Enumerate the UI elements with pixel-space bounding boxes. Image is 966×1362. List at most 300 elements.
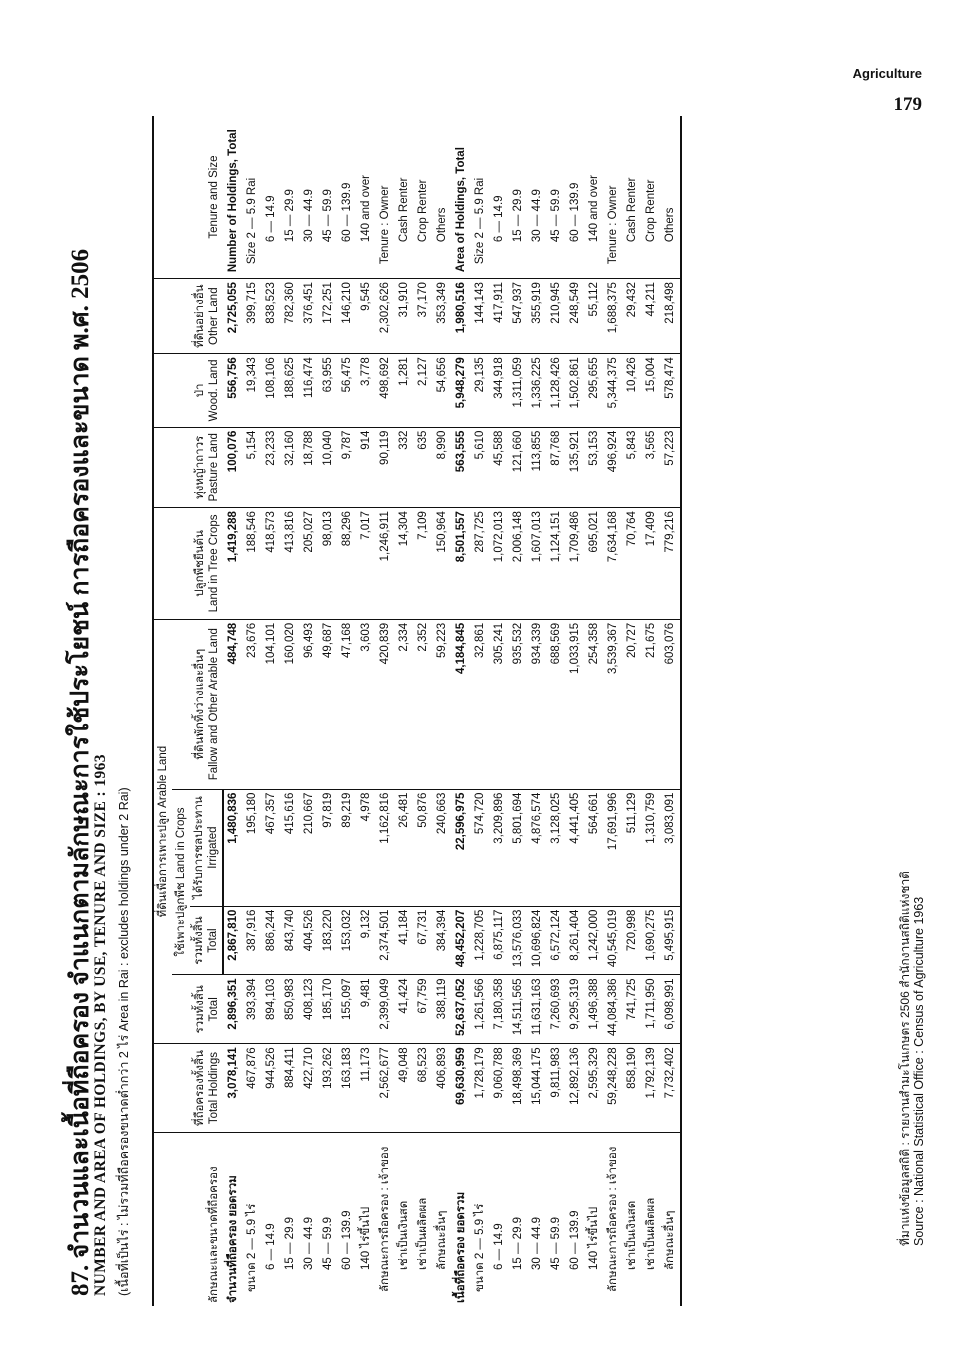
header-fallow: ที่ดินพักทิ้งว่างและอื่นๆ Fallow and Other Arable Land	[172, 619, 223, 789]
table-cell: 135,921	[566, 427, 585, 507]
table-cell: 843,740	[281, 906, 300, 975]
row-label-thai: ลักษณะอื่นๆ	[436, 1210, 448, 1270]
table-cell: 720,998	[623, 906, 642, 975]
table-cell: 68,523	[414, 1044, 433, 1132]
row-label-thai: 30 — 44.9	[531, 1216, 543, 1270]
table-cell: 63,955	[319, 354, 338, 427]
table-cell: 52,637,052	[452, 975, 471, 1044]
table-row	[604, 116, 623, 1306]
table-cell: 547,937	[509, 279, 528, 354]
table-row	[376, 116, 395, 1306]
table-cell: 12,892,136	[566, 1044, 585, 1132]
table-cell: 6,098,991	[661, 975, 681, 1044]
table-cell: 8,261,404	[566, 906, 585, 975]
table-row	[661, 116, 681, 1306]
table-cell: 3,209,896	[490, 789, 509, 906]
table-cell: 387,916	[243, 906, 262, 975]
header-tenure-size: Tenure and Size	[153, 116, 223, 279]
table-row	[433, 116, 452, 1306]
table-cell: 14,304	[395, 508, 414, 620]
table-cell: 195,180	[243, 789, 262, 906]
table-cell: 563,555	[452, 427, 471, 507]
row-label-thai: 6 — 14.9	[265, 1223, 277, 1270]
table-cell: 56,475	[338, 354, 357, 427]
header-arable-group: ที่ดินเพื่อการเพาะปลูก Arable Land	[153, 619, 172, 1044]
row-label-english: Cash Renter	[623, 116, 642, 279]
table-cell: 408,123	[300, 975, 319, 1044]
table-cell: 8,990	[433, 427, 452, 507]
table-cell: 146,210	[338, 279, 357, 354]
table-cell: 3,565	[642, 427, 661, 507]
row-label-english: Size 2 — 5.9 Rai	[243, 116, 262, 279]
table-cell: 1,496,388	[585, 975, 604, 1044]
table-cell: 69,630,959	[452, 1044, 471, 1132]
row-label-thai: ลักษณะการถือครอง : เจ้าของ	[379, 1146, 391, 1292]
table-cell: 406,893	[433, 1044, 452, 1132]
holdings-table	[152, 116, 682, 1306]
table-cell: 1,607,013	[528, 508, 547, 620]
table-cell: 384,394	[433, 906, 452, 975]
row-label-thai: 140 ไร่ขึ้นไป	[588, 1206, 600, 1270]
header-tree-crops: ปลูกพืชยืนต้น Land in Tree Crops	[153, 508, 223, 620]
table-cell: 688,569	[547, 619, 566, 789]
table-cell: 10,696,824	[528, 906, 547, 975]
table-cell: 858,190	[623, 1044, 642, 1132]
table-cell: 90,119	[376, 427, 395, 507]
table-cell: 210,667	[300, 789, 319, 906]
table-cell: 88,296	[338, 508, 357, 620]
row-label-english: 30 — 44.9	[528, 116, 547, 279]
source-thai: ที่มาแห่งข้อมูลสถิติ : รายงานสำมะโนเกษตร 2506 สำนักงานสถิติแห่งชาติ	[898, 871, 912, 1246]
table-cell: 108,106	[262, 354, 281, 427]
header-total: รวมทั้งสิ้น Total	[172, 975, 223, 1044]
table-cell: 1,728,179	[471, 1044, 490, 1132]
table-cell: 9,545	[357, 279, 376, 354]
row-label-english: Others	[661, 116, 681, 279]
table-cell: 1,033,915	[566, 619, 585, 789]
table-cell: 254,358	[585, 619, 604, 789]
table-cell: 1,124,151	[547, 508, 566, 620]
table-cell: 9,811,983	[547, 1044, 566, 1132]
table-cell: 884,411	[281, 1044, 300, 1132]
table-cell: 3,603	[357, 619, 376, 789]
table-cell: 498,692	[376, 354, 395, 427]
table-cell: 511,129	[623, 789, 642, 906]
table-cell: 44,084,386	[604, 975, 623, 1044]
table-cell: 1,162,816	[376, 789, 395, 906]
table-cell: 172,251	[319, 279, 338, 354]
table-cell: 13,576,033	[509, 906, 528, 975]
table-cell: 418,573	[262, 508, 281, 620]
row-label-thai: 45 — 59.9	[550, 1216, 562, 1270]
table-row	[528, 116, 547, 1306]
table-cell: 11,173	[357, 1044, 376, 1132]
header-pasture: ทุ่งหญ้าถาวร Pasture Land	[153, 427, 223, 507]
table-title-thai: 87. จำนวนและเนื้อที่ถือครอง จำแนกตามลักษณะการใช้ประโยชน์ การถือครองและขนาด พ.ศ. 2506	[67, 248, 94, 1296]
table-cell: 1,246,911	[376, 508, 395, 620]
rotated-table-page	[60, 56, 940, 1306]
row-label-english: 60 — 139.9	[566, 116, 585, 279]
table-cell: 45,588	[490, 427, 509, 507]
table-row	[642, 116, 661, 1306]
table-cell: 11,631,163	[528, 975, 547, 1044]
table-cell: 49,048	[395, 1044, 414, 1132]
row-label-english: 15 — 29.9	[509, 116, 528, 279]
table-cell: 205,027	[300, 508, 319, 620]
table-cell: 5,948,279	[452, 354, 471, 427]
row-label-thai: เช่าเป็นผลิตผล	[417, 1197, 429, 1270]
table-row	[566, 116, 585, 1306]
table-cell: 44,211	[642, 279, 661, 354]
table-cell: 782,360	[281, 279, 300, 354]
table-cell: 467,357	[262, 789, 281, 906]
table-row	[300, 116, 319, 1306]
row-label-thai: 15 — 29.9	[512, 1216, 524, 1270]
table-cell: 741,725	[623, 975, 642, 1044]
table-cell: 420,839	[376, 619, 395, 789]
table-cell: 413,816	[281, 508, 300, 620]
table-row	[395, 116, 414, 1306]
table-cell: 332	[395, 427, 414, 507]
table-cell: 1,336,225	[528, 354, 547, 427]
table-cell: 67,759	[414, 975, 433, 1044]
table-cell: 1,980,516	[452, 279, 471, 354]
table-cell: 17,409	[642, 508, 661, 620]
row-label-english: 15 — 29.9	[281, 116, 300, 279]
table-cell: 1,242,000	[585, 906, 604, 975]
table-row	[338, 116, 357, 1306]
table-cell: 287,725	[471, 508, 490, 620]
table-cell: 18,788	[300, 427, 319, 507]
table-cell: 40,545,019	[604, 906, 623, 975]
row-label-english: Size 2 — 5.9 Rai	[471, 116, 490, 279]
table-cell: 914	[357, 427, 376, 507]
row-label-english: Cash Renter	[395, 116, 414, 279]
table-cell: 20,727	[623, 619, 642, 789]
table-cell: 49,687	[319, 619, 338, 789]
table-cell: 7,732,402	[661, 1044, 681, 1132]
table-cell: 41,184	[395, 906, 414, 975]
table-cell: 1,688,375	[604, 279, 623, 354]
table-cell: 1,709,486	[566, 508, 585, 620]
table-cell: 1,502,861	[566, 354, 585, 427]
table-cell: 96,493	[300, 619, 319, 789]
table-cell: 19,343	[243, 354, 262, 427]
source-english: Source : National Statistical Office : Census of Agriculture 1963	[912, 896, 926, 1246]
table-cell: 10,426	[623, 354, 642, 427]
table-cell: 21,675	[642, 619, 661, 789]
table-cell: 4,978	[357, 789, 376, 906]
table-cell: 7,634,168	[604, 508, 623, 620]
table-cell: 1,419,288	[223, 508, 243, 620]
table-cell: 15,044,175	[528, 1044, 547, 1132]
table-cell: 29,135	[471, 354, 490, 427]
row-label-english: 30 — 44.9	[300, 116, 319, 279]
row-label-english: 60 — 139.9	[338, 116, 357, 279]
table-cell: 57,223	[661, 427, 681, 507]
table-cell: 32,861	[471, 619, 490, 789]
table-cell: 376,451	[300, 279, 319, 354]
table-cell: 98,013	[319, 508, 338, 620]
table-cell: 26,481	[395, 789, 414, 906]
table-cell: 393,394	[243, 975, 262, 1044]
table-cell: 5,801,694	[509, 789, 528, 906]
table-row	[243, 116, 262, 1306]
table-row	[547, 116, 566, 1306]
table-row	[471, 116, 490, 1306]
table-cell: 248,549	[566, 279, 585, 354]
row-label-english: 45 — 59.9	[547, 116, 566, 279]
table-cell: 188,625	[281, 354, 300, 427]
row-label-thai: ลักษณะอื่นๆ	[661, 1132, 681, 1306]
header-irrigated: ได้รับการชลประทาน Irrigated	[190, 789, 223, 906]
table-cell: 603,076	[661, 619, 681, 789]
table-row	[452, 116, 471, 1306]
table-cell: 144,143	[471, 279, 490, 354]
table-cell: 9,060,788	[490, 1044, 509, 1132]
table-cell: 100,076	[223, 427, 243, 507]
table-cell: 50,876	[414, 789, 433, 906]
header-wood: ป่า Wood. Land	[153, 354, 223, 427]
row-label-english: Tenure : Owner	[376, 116, 395, 279]
table-cell: 556,756	[223, 354, 243, 427]
table-cell: 218,498	[661, 279, 681, 354]
table-cell: 2,334	[395, 619, 414, 789]
table-cell: 2,352	[414, 619, 433, 789]
table-cell: 210,945	[547, 279, 566, 354]
table-cell: 399,715	[243, 279, 262, 354]
row-label-thai: 15 — 29.9	[284, 1216, 296, 1270]
table-cell: 67,731	[414, 906, 433, 975]
table-cell: 155,097	[338, 975, 357, 1044]
table-cell: 113,855	[528, 427, 547, 507]
table-cell: 894,103	[262, 975, 281, 1044]
table-cell: 295,655	[585, 354, 604, 427]
table-cell: 4,184,845	[452, 619, 471, 789]
table-cell: 97,819	[319, 789, 338, 906]
table-cell: 635	[414, 427, 433, 507]
row-label-english: Crop Renter	[642, 116, 661, 279]
table-cell: 2,006,148	[509, 508, 528, 620]
table-cell: 55,112	[585, 279, 604, 354]
table-row	[262, 116, 281, 1306]
table-cell: 121,660	[509, 427, 528, 507]
table-cell: 5,495,915	[661, 906, 681, 975]
table-cell: 1,228,705	[471, 906, 490, 975]
header-total-holdings: ที่ถือครองทั้งสิ้น Total Holdings	[153, 1044, 223, 1132]
table-cell: 467,876	[243, 1044, 262, 1132]
table-cell: 87,768	[547, 427, 566, 507]
table-cell: 484,748	[223, 619, 243, 789]
table-cell: 422,710	[300, 1044, 319, 1132]
table-cell: 3,128,025	[547, 789, 566, 906]
table-cell: 48,452,207	[452, 906, 471, 975]
table-cell: 3,078,141	[223, 1044, 243, 1132]
table-cell: 934,339	[528, 619, 547, 789]
table-cell: 496,924	[604, 427, 623, 507]
table-cell: 5,154	[243, 427, 262, 507]
table-cell: 54,656	[433, 354, 452, 427]
table-row	[509, 116, 528, 1306]
table-cell: 404,526	[300, 906, 319, 975]
table-cell: 9,295,319	[566, 975, 585, 1044]
table-row	[319, 116, 338, 1306]
header-crops-total: รวมทั้งสิ้น Total	[190, 906, 223, 975]
table-cell: 2,562,677	[376, 1044, 395, 1132]
row-label-english: Number of Holdings, Total	[223, 116, 243, 279]
row-label-english: Area of Holdings, Total	[452, 116, 471, 279]
table-row	[585, 116, 604, 1306]
table-cell: 944,526	[262, 1044, 281, 1132]
table-cell: 41,424	[395, 975, 414, 1044]
table-cell: 6,572,124	[547, 906, 566, 975]
table-body	[223, 116, 681, 1306]
table-cell: 153,032	[338, 906, 357, 975]
table-cell: 574,720	[471, 789, 490, 906]
row-label-thai: เช่าเป็นเงินสด	[626, 1200, 638, 1270]
row-label-thai: 6 — 14.9	[493, 1223, 505, 1270]
row-label-english: 45 — 59.9	[319, 116, 338, 279]
table-cell: 1,072,013	[490, 508, 509, 620]
table-cell: 7,017	[357, 508, 376, 620]
table-cell: 1,310,759	[642, 789, 661, 906]
table-cell: 344,918	[490, 354, 509, 427]
table-cell: 1,281	[395, 354, 414, 427]
table-cell: 305,241	[490, 619, 509, 789]
row-label-english: 6 — 14.9	[262, 116, 281, 279]
header-label-th: ลักษณะและขนาดที่ถือครอง	[153, 1132, 223, 1306]
table-row	[623, 116, 642, 1306]
table-cell: 29,432	[623, 279, 642, 354]
table-cell: 7,180,358	[490, 975, 509, 1044]
table-row	[490, 116, 509, 1306]
table-cell: 160,020	[281, 619, 300, 789]
header-other-land: ที่ดินอย่างอื่น Other Land	[153, 279, 223, 354]
table-row	[223, 116, 243, 1306]
row-label-thai: จำนวนที่ถือครอง ยอดรวม	[226, 1175, 239, 1303]
table-cell: 353,349	[433, 279, 452, 354]
table-cell: 886,244	[262, 906, 281, 975]
table-cell: 4,876,574	[528, 789, 547, 906]
table-cell: 1,711,950	[642, 975, 661, 1044]
table-cell: 8,501,557	[452, 508, 471, 620]
table-cell: 1,690,275	[642, 906, 661, 975]
table-cell: 1,261,566	[471, 975, 490, 1044]
table-cell: 2,595,329	[585, 1044, 604, 1132]
table-cell: 2,127	[414, 354, 433, 427]
table-cell: 2,725,055	[223, 279, 243, 354]
table-cell: 3,083,091	[661, 789, 681, 906]
row-label-thai: ลักษณะการถือครอง : เจ้าของ	[607, 1146, 619, 1292]
table-cell: 3,539,367	[604, 619, 623, 789]
table-cell: 240,663	[433, 789, 452, 906]
table-cell: 163,183	[338, 1044, 357, 1132]
table-cell: 18,498,369	[509, 1044, 528, 1132]
row-label-english: 140 and over	[357, 116, 376, 279]
row-label-thai: 30 — 44.9	[303, 1216, 315, 1270]
table-cell: 1,480,836	[223, 789, 243, 906]
table-cell: 183,220	[319, 906, 338, 975]
table-cell: 388,119	[433, 975, 452, 1044]
table-title-english: NUMBER AND AREA OF HOLDINGS, BY USE, TENURE AND SIZE : 1963	[92, 754, 109, 1296]
row-label-thai: เช่าเป็นเงินสด	[398, 1200, 410, 1270]
table-cell: 17,691,996	[604, 789, 623, 906]
table-cell: 185,170	[319, 975, 338, 1044]
table-cell: 47,168	[338, 619, 357, 789]
table-cell: 59,223	[433, 619, 452, 789]
table-cell: 23,676	[243, 619, 262, 789]
row-label-thai: 140 ไร่ขึ้นไป	[360, 1206, 372, 1270]
table-cell: 31,910	[395, 279, 414, 354]
table-row	[281, 116, 300, 1306]
table-cell: 59,248,228	[604, 1044, 623, 1132]
row-label-thai: 60 — 139.9	[569, 1210, 581, 1270]
table-cell: 935,532	[509, 619, 528, 789]
table-cell: 116,474	[300, 354, 319, 427]
table-cell: 2,302,626	[376, 279, 395, 354]
row-label-thai: ขนาด 2 — 5.9 ไร่	[246, 1203, 258, 1292]
section-header: Agriculture	[852, 66, 922, 81]
table-cell: 695,021	[585, 508, 604, 620]
table-cell: 578,474	[661, 354, 681, 427]
table-cell: 5,344,375	[604, 354, 623, 427]
table-cell: 850,983	[281, 975, 300, 1044]
table-cell: 9,787	[338, 427, 357, 507]
table-cell: 2,867,810	[223, 906, 243, 975]
header-land-in-crops: ใช้เพาะปลูกพืช Land in Crops	[172, 789, 190, 975]
table-cell: 23,233	[262, 427, 281, 507]
table-cell: 3,778	[357, 354, 376, 427]
row-label-english: 140 and over	[585, 116, 604, 279]
table-row	[414, 116, 433, 1306]
table-cell: 70,764	[623, 508, 642, 620]
table-cell: 32,160	[281, 427, 300, 507]
row-label-english: Crop Renter	[414, 116, 433, 279]
row-label-thai: 60 — 139.9	[341, 1210, 353, 1270]
table-cell: 417,911	[490, 279, 509, 354]
table-cell: 415,616	[281, 789, 300, 906]
row-label-thai: เช่าเป็นผลิตผล	[645, 1197, 657, 1270]
table-cell: 1,311,059	[509, 354, 528, 427]
table-cell: 838,523	[262, 279, 281, 354]
row-label-thai: 45 — 59.9	[322, 1216, 334, 1270]
table-cell: 14,511,565	[509, 975, 528, 1044]
table-cell: 355,919	[528, 279, 547, 354]
table-subtitle: (เนื้อที่เป็นไร่ : ไม่รวมที่ถือครองขนาดต่ำกว่า 2 ไร่ Area in Rai : excludes holdings under 2 Rai)	[117, 787, 131, 1296]
table-cell: 10,040	[319, 427, 338, 507]
table-cell: 9,481	[357, 975, 376, 1044]
table-cell: 2,896,351	[223, 975, 243, 1044]
row-label-english: Tenure : Owner	[604, 116, 623, 279]
table-cell: 2,374,501	[376, 906, 395, 975]
table-cell: 7,260,693	[547, 975, 566, 1044]
page-number: 179	[893, 94, 922, 115]
table-cell: 89,219	[338, 789, 357, 906]
table-cell: 2,399,049	[376, 975, 395, 1044]
table-cell: 4,441,405	[566, 789, 585, 906]
table-cell: 193,262	[319, 1044, 338, 1132]
table-cell: 6,875,117	[490, 906, 509, 975]
row-label-thai: ขนาด 2 — 5.9 ไร่	[474, 1203, 486, 1292]
row-label-english: 6 — 14.9	[490, 116, 509, 279]
table-cell: 9,132	[357, 906, 376, 975]
table-cell: 5,843	[623, 427, 642, 507]
row-label-thai: เนื้อที่ถือครอง ยอดรวม	[455, 1191, 467, 1303]
table-cell: 104,101	[262, 619, 281, 789]
table-cell: 779,216	[661, 508, 681, 620]
table-cell: 150,964	[433, 508, 452, 620]
table-cell: 1,128,426	[547, 354, 566, 427]
